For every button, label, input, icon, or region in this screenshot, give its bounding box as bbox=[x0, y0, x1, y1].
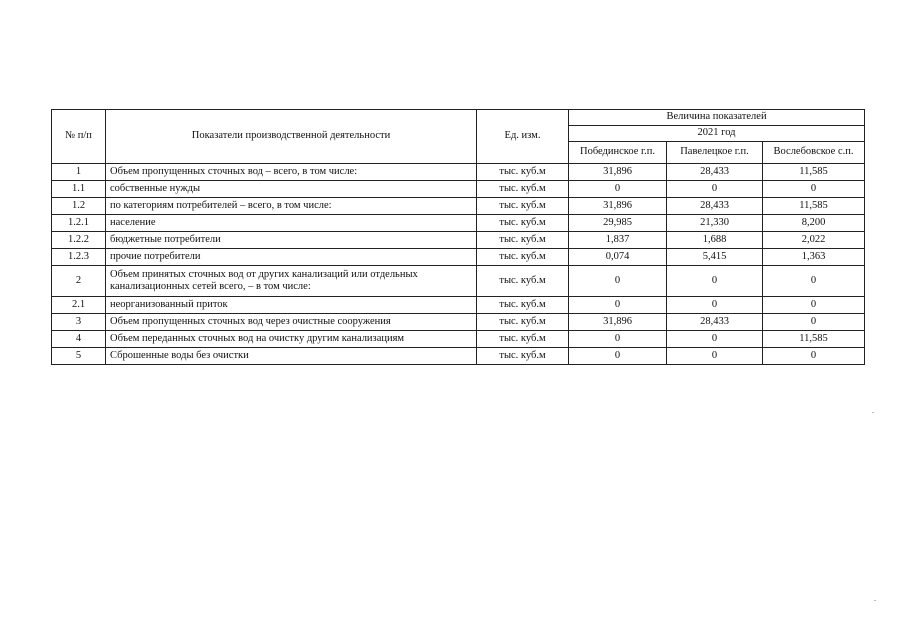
row-unit: тыс. куб.м bbox=[477, 266, 569, 297]
row-num: 5 bbox=[52, 348, 106, 365]
header-group: Величина показателей bbox=[569, 110, 865, 126]
row-num: 1.2.1 bbox=[52, 215, 106, 232]
row-value-paveletskoe: 0 bbox=[667, 297, 763, 314]
row-unit: тыс. куб.м bbox=[477, 164, 569, 181]
row-value-voslebovskoe: 0 bbox=[763, 181, 865, 198]
row-unit: тыс. куб.м bbox=[477, 215, 569, 232]
row-unit: тыс. куб.м bbox=[477, 314, 569, 331]
header-num: № п/п bbox=[52, 110, 106, 164]
row-num: 2.1 bbox=[52, 297, 106, 314]
row-value-paveletskoe: 28,433 bbox=[667, 164, 763, 181]
row-indicator: Объем переданных сточных вод на очистку другим канализациям bbox=[106, 331, 477, 348]
row-unit: тыс. куб.м bbox=[477, 297, 569, 314]
table-body bbox=[52, 164, 865, 365]
row-value-paveletskoe: 0 bbox=[667, 348, 763, 365]
row-value-paveletskoe: 5,415 bbox=[667, 249, 763, 266]
header-indicator: Показатели производственной деятельности bbox=[106, 110, 477, 164]
row-indicator: неорганизованный приток bbox=[106, 297, 477, 314]
row-unit: тыс. куб.м bbox=[477, 249, 569, 266]
header-year: 2021 год bbox=[569, 126, 865, 142]
header-column-voslebovskoe: Вослебовское с.п. bbox=[763, 142, 865, 164]
row-unit: тыс. куб.м bbox=[477, 331, 569, 348]
row-value-pobedinskoe: 0 bbox=[569, 331, 667, 348]
row-indicator: прочие потребители bbox=[106, 249, 477, 266]
row-indicator: Объем пропущенных сточных вод через очистные сооружения bbox=[106, 314, 477, 331]
row-value-pobedinskoe: 1,837 bbox=[569, 232, 667, 249]
row-indicator: по категориям потребителей – всего, в том числе: bbox=[106, 198, 477, 215]
scan-speck bbox=[872, 412, 874, 413]
row-num: 1.2.3 bbox=[52, 249, 106, 266]
row-value-voslebovskoe: 0 bbox=[763, 314, 865, 331]
row-value-voslebovskoe: 11,585 bbox=[763, 164, 865, 181]
row-value-pobedinskoe: 31,896 bbox=[569, 164, 667, 181]
row-value-pobedinskoe: 0 bbox=[569, 266, 667, 297]
header-column-pobedinskoe: Побединское г.п. bbox=[569, 142, 667, 164]
row-indicator: бюджетные потребители bbox=[106, 232, 477, 249]
row-value-paveletskoe: 1,688 bbox=[667, 232, 763, 249]
row-indicator: Объем пропущенных сточных вод – всего, в том числе: bbox=[106, 164, 477, 181]
row-num: 4 bbox=[52, 331, 106, 348]
row-num: 3 bbox=[52, 314, 106, 331]
indicators-table bbox=[51, 109, 865, 365]
row-value-voslebovskoe: 11,585 bbox=[763, 198, 865, 215]
row-value-voslebovskoe: 2,022 bbox=[763, 232, 865, 249]
row-value-paveletskoe: 28,433 bbox=[667, 198, 763, 215]
row-value-paveletskoe: 0 bbox=[667, 331, 763, 348]
row-unit: тыс. куб.м bbox=[477, 348, 569, 365]
row-num: 1.1 bbox=[52, 181, 106, 198]
row-value-voslebovskoe: 11,585 bbox=[763, 331, 865, 348]
row-value-paveletskoe: 28,433 bbox=[667, 314, 763, 331]
scan-speck bbox=[874, 600, 876, 601]
row-num: 2 bbox=[52, 266, 106, 297]
row-indicator: Сброшенные воды без очистки bbox=[106, 348, 477, 365]
row-value-voslebovskoe: 1,363 bbox=[763, 249, 865, 266]
row-value-paveletskoe: 0 bbox=[667, 181, 763, 198]
row-unit: тыс. куб.м bbox=[477, 232, 569, 249]
row-value-pobedinskoe: 29,985 bbox=[569, 215, 667, 232]
row-value-voslebovskoe: 0 bbox=[763, 266, 865, 297]
row-indicator: Объем принятых сточных вод от других канализаций или отдельных канализационных сетей всего, – в том числе: bbox=[106, 266, 477, 297]
row-num: 1 bbox=[52, 164, 106, 181]
row-indicator: собственные нужды bbox=[106, 181, 477, 198]
row-value-pobedinskoe: 31,896 bbox=[569, 314, 667, 331]
row-value-paveletskoe: 0 bbox=[667, 266, 763, 297]
row-value-pobedinskoe: 31,896 bbox=[569, 198, 667, 215]
row-num: 1.2.2 bbox=[52, 232, 106, 249]
row-value-pobedinskoe: 0 bbox=[569, 181, 667, 198]
row-value-pobedinskoe: 0,074 bbox=[569, 249, 667, 266]
row-value-paveletskoe: 21,330 bbox=[667, 215, 763, 232]
row-value-voslebovskoe: 0 bbox=[763, 348, 865, 365]
row-value-pobedinskoe: 0 bbox=[569, 297, 667, 314]
row-unit: тыс. куб.м bbox=[477, 198, 569, 215]
header-column-paveletskoe: Павелецкое г.п. bbox=[667, 142, 763, 164]
header-unit: Ед. изм. bbox=[477, 110, 569, 164]
row-value-pobedinskoe: 0 bbox=[569, 348, 667, 365]
row-num: 1.2 bbox=[52, 198, 106, 215]
row-unit: тыс. куб.м bbox=[477, 181, 569, 198]
row-value-voslebovskoe: 0 bbox=[763, 297, 865, 314]
row-indicator: население bbox=[106, 215, 477, 232]
row-value-voslebovskoe: 8,200 bbox=[763, 215, 865, 232]
